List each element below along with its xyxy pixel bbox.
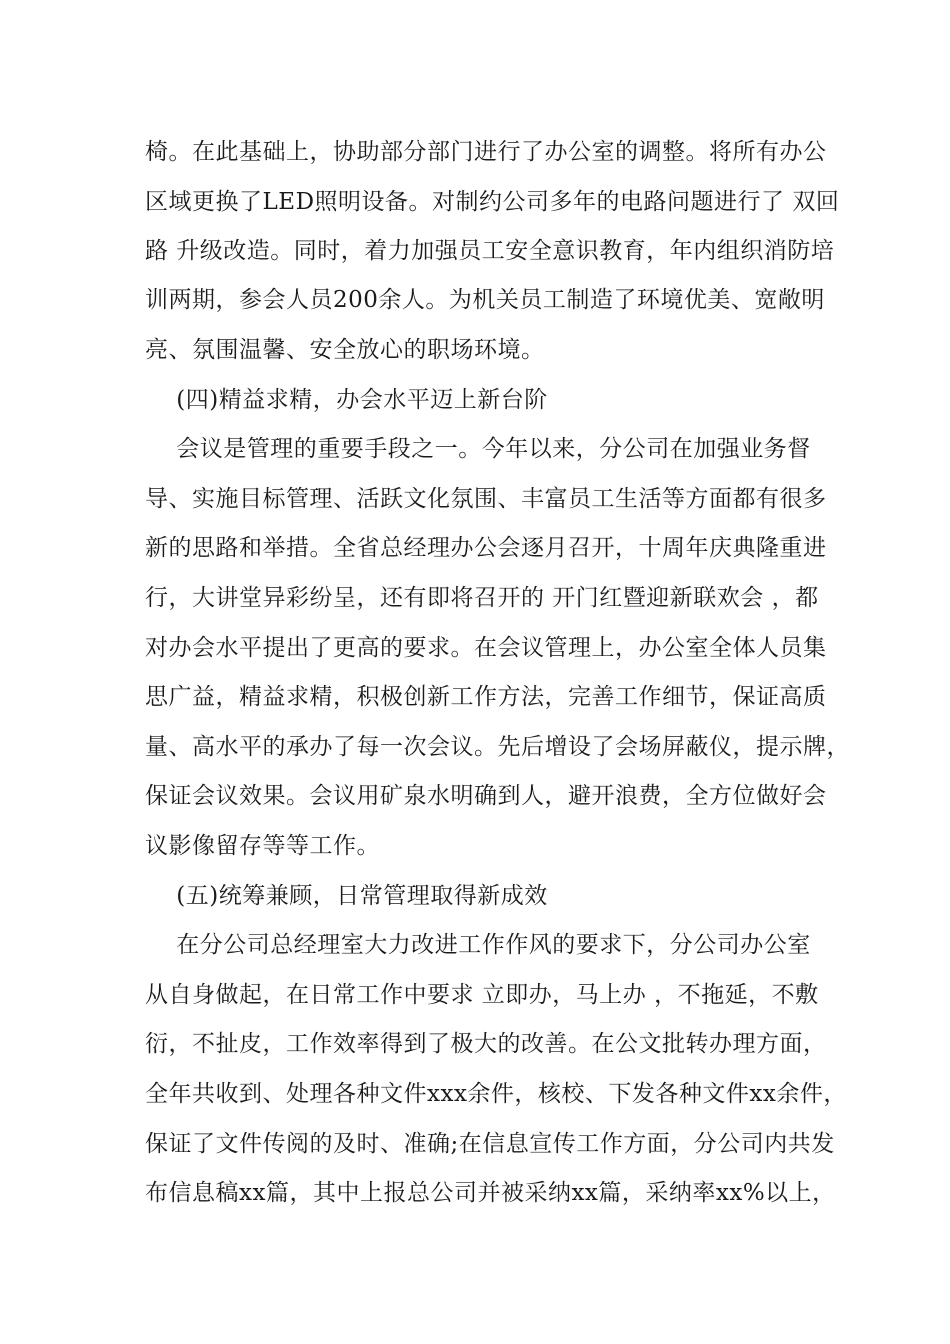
text-line-11: 对办会水平提出了更高的要求。在会议管理上，办公室全体人员集 [145, 635, 827, 661]
text-line-13: 量、高水平的承办了每一次会议。先后增设了会场屏蔽仪，提示牌， [145, 734, 850, 760]
text-line-10: 行，大讲堂异彩纷呈，还有即将召开的 开门红暨迎新联欢会 ，都 [145, 585, 819, 611]
text-line-22: 布信息稿xx篇，其中上报总公司并被采纳xx篇，采纳率xx%以上， [145, 1180, 836, 1206]
text-line-2: 区域更换了LED照明设备。对制约公司多年的电路问题进行了 双回 [145, 189, 840, 215]
text-line-15: 议影像留存等等工作。 [145, 833, 380, 859]
text-line-12: 思广益，精益求精，积极创新工作方法，完善工作细节，保证高质 [145, 684, 827, 710]
text-line-18: 从自身做起，在日常工作中要求 立即办，马上办 ，不拖延，不敷 [145, 982, 819, 1008]
text-line-19: 衍，不扯皮，工作效率得到了极大的改善。在公文批转办理方面， [145, 1031, 827, 1057]
text-line-1: 椅。在此基础上，协助部分部门进行了办公室的调整。将所有办公 [145, 139, 827, 165]
text-line-21: 保证了文件传阅的及时、准确;在信息宣传工作方面，分公司内共发 [145, 1131, 835, 1157]
section-heading-4: (四)精益求精，办会水平迈上新台阶 [145, 387, 548, 413]
text-line-17: 在分公司总经理室大力改进工作作风的要求下，分公司办公室 [145, 932, 811, 958]
text-line-9: 新的思路和举措。全省总经理办公会逐月召开，十周年庆典隆重进 [145, 535, 827, 561]
text-line-7: 会议是管理的重要手段之一。今年以来，分公司在加强业务督 [145, 436, 811, 462]
section-heading-5: (五)统筹兼顾，日常管理取得新成效 [145, 883, 548, 909]
text-line-20: 全年共收到、处理各种文件xxx余件，核校、下发各种文件xx余件， [145, 1081, 847, 1107]
text-line-5: 亮、氛围温馨、安全放心的职场环境。 [145, 337, 545, 363]
text-line-8: 导、实施目标管理、活跃文化氛围、丰富员工生活等方面都有很多 [145, 486, 827, 512]
text-line-14: 保证会议效果。会议用矿泉水明确到人，避开浪费，全方位做好会 [145, 783, 827, 809]
text-line-3: 路 升级改造。同时，着力加强员工安全意识教育，年内组织消防培 [145, 238, 835, 264]
text-line-4: 训两期，参会人员200余人。为机关员工制造了环境优美、宽敞明 [145, 287, 825, 313]
